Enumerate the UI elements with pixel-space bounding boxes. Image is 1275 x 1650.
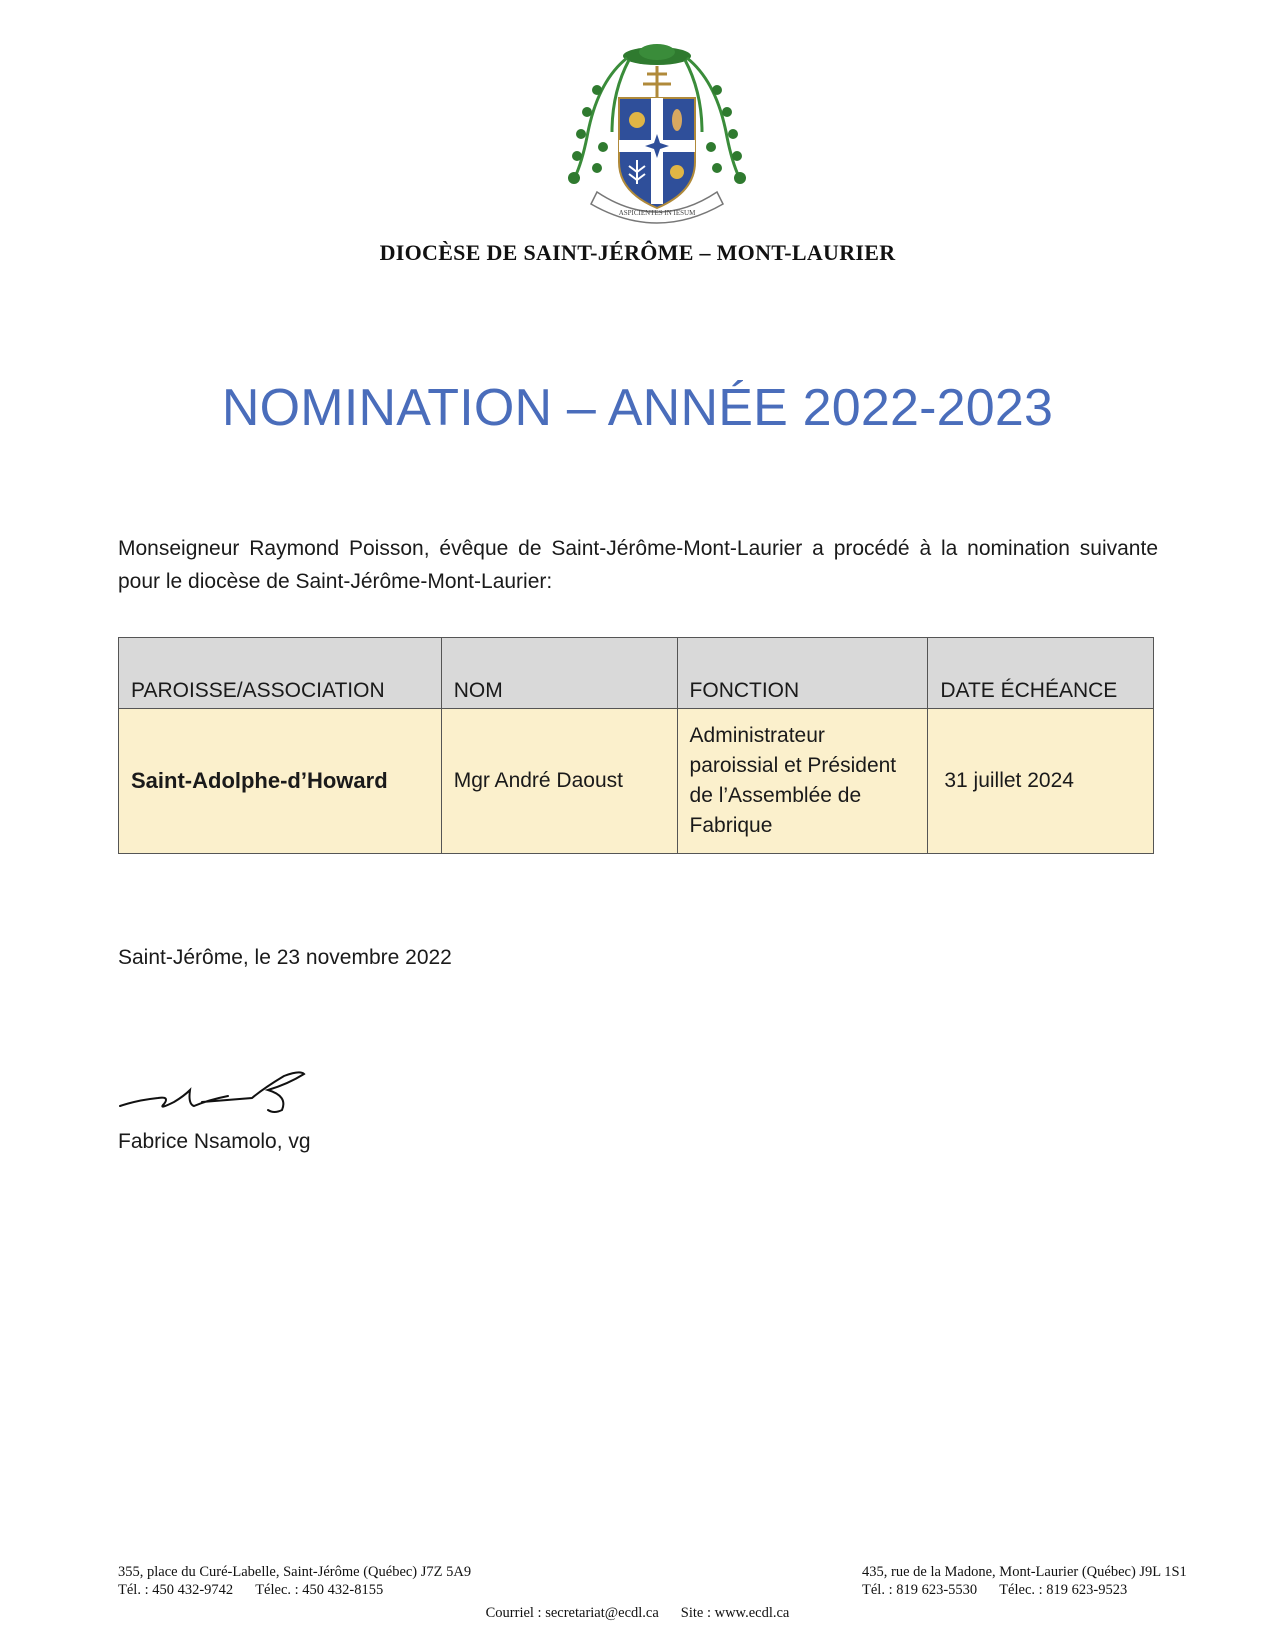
- footer-site: Site : www.ecdl.ca: [680, 1605, 790, 1621]
- footer-address-saint-jerome: [118, 1563, 471, 1599]
- intro-paragraph: Monseigneur Raymond Poisson, évêque de Saint-Jérôme-Mont-Laurier a procédé à la nomination suivante pour le diocèse de Saint-Jérôme-Mont-Laurier:: [118, 537, 1158, 593]
- diocese-name: DIOCÈSE DE SAINT-JÉRÔME – MONT-LAURIER: [379, 240, 896, 265]
- header-function: FONCTION: [677, 638, 928, 709]
- table-header-row: [119, 638, 1154, 709]
- footer-left-address: 355, place du Curé-Labelle, Saint-Jérôme (Québec) J7Z 5A9: [118, 1564, 472, 1580]
- footer-contact: [0, 1604, 1275, 1622]
- cell-name: Mgr André Daoust: [441, 709, 677, 854]
- signer-name: Fabrice Nsamolo, vg: [118, 1130, 311, 1153]
- diocese-coat-of-arms: [557, 42, 757, 242]
- footer-right-fax: Télec. : 819 623-9523: [999, 1582, 1128, 1598]
- footer-left-phones: [118, 1581, 471, 1599]
- header-parish: PAROISSE/ASSOCIATION: [119, 638, 442, 709]
- cell-parish: Saint-Adolphe-d’Howard: [119, 709, 442, 854]
- cell-date: 31 juillet 2024: [928, 709, 1154, 854]
- page-title: NOMINATION – ANNÉE 2022-2023: [221, 379, 1054, 437]
- signature-image: [118, 1060, 318, 1120]
- table-row: [119, 709, 1154, 854]
- header-name: NOM: [441, 638, 677, 709]
- footer-right-address: 435, rue de la Madone, Mont-Laurier (Québec) J9L 1S1: [862, 1564, 1187, 1580]
- nomination-table: [118, 637, 1154, 854]
- cell-function: Administrateur paroissial et Président de l’Assemblée de Fabrique: [677, 709, 928, 854]
- place-date: Saint-Jérôme, le 23 novembre 2022: [118, 946, 452, 969]
- footer-email: Courriel : secretariat@ecdl.ca: [485, 1605, 659, 1621]
- header-date: DATE ÉCHÉANCE: [928, 638, 1154, 709]
- footer-right-phones: [862, 1581, 1187, 1599]
- motto-text: ASPICIENTES IN IESUM: [618, 209, 696, 217]
- footer-left-tel: Tél. : 450 432-9742: [118, 1582, 234, 1598]
- footer-right-tel: Tél. : 819 623-5530: [862, 1582, 978, 1598]
- footer-address-mont-laurier: [862, 1563, 1187, 1599]
- footer-left-fax: Télec. : 450 432-8155: [255, 1582, 384, 1598]
